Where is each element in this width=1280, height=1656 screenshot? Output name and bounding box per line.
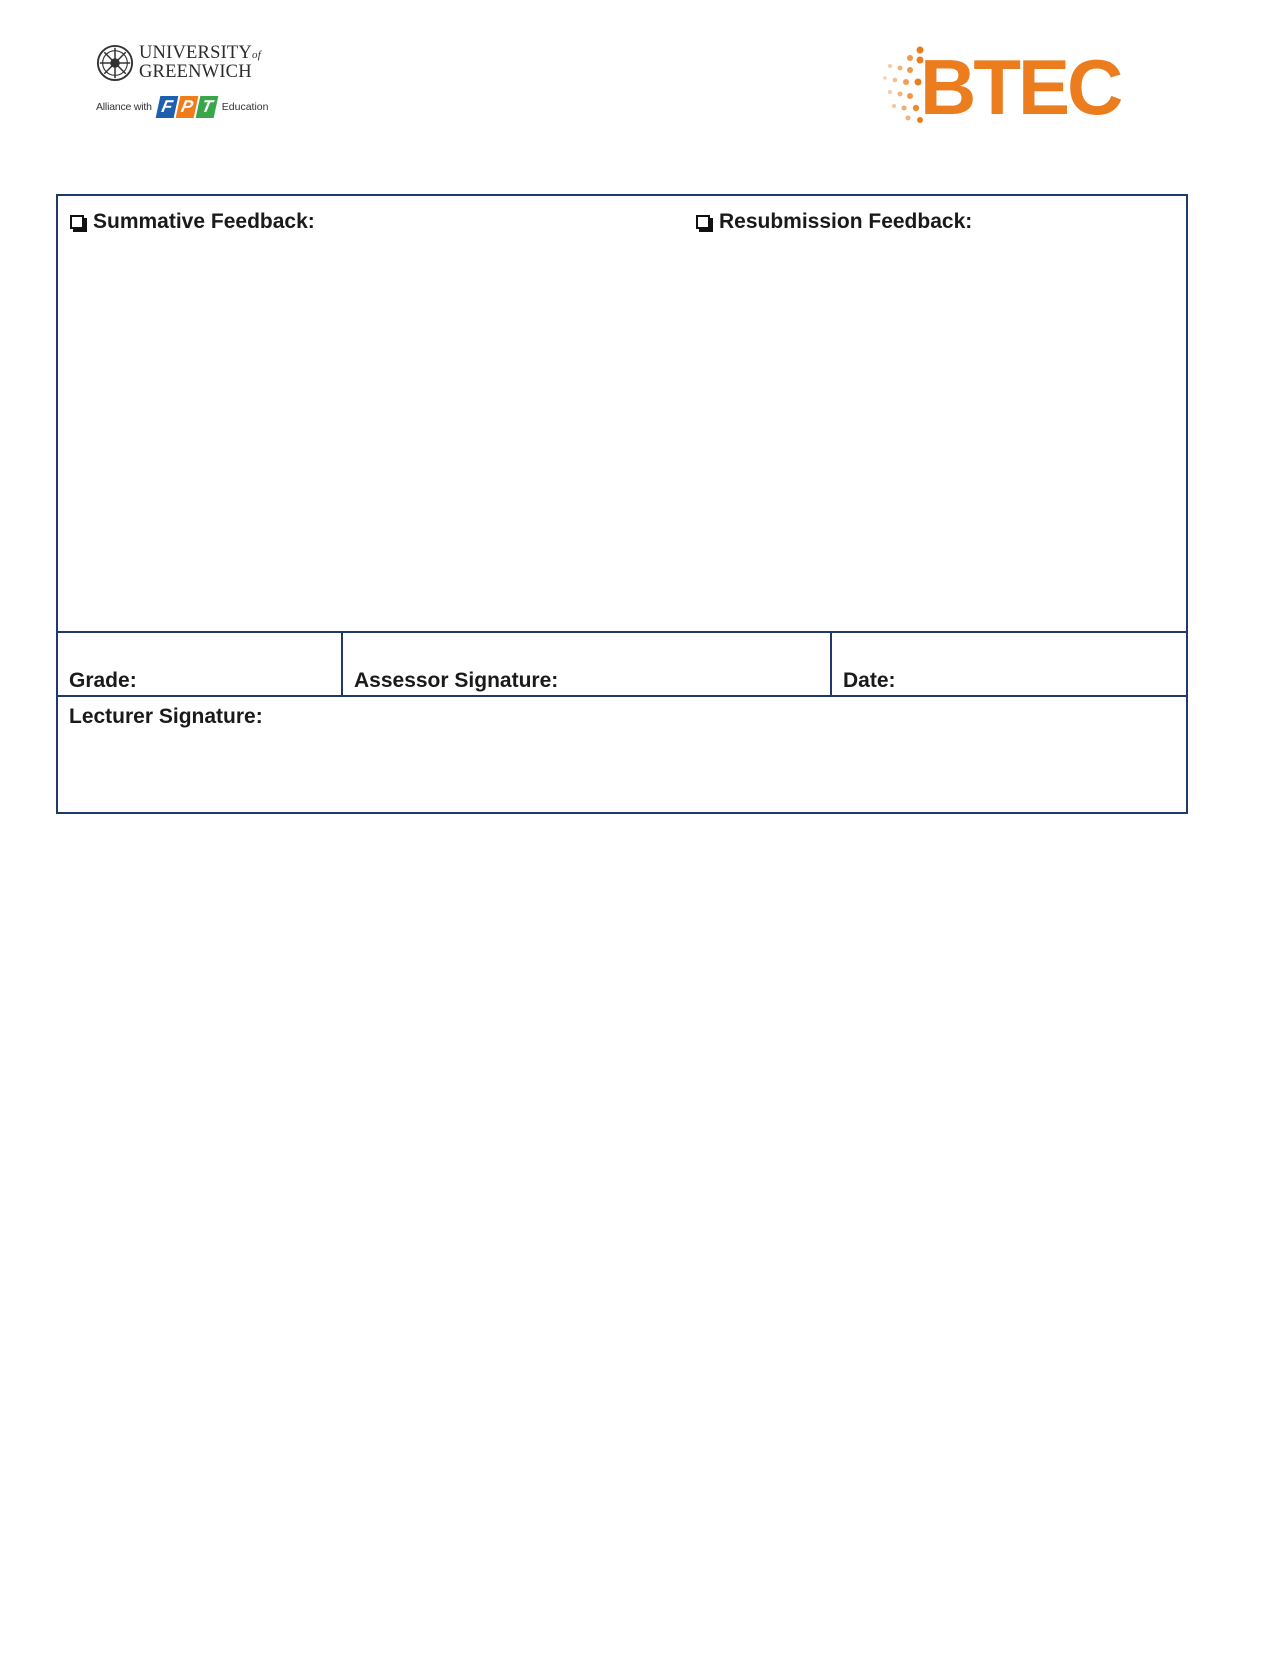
uog-wordmark xyxy=(139,45,261,81)
grade-signature-row xyxy=(58,633,1186,697)
alliance-text: Alliance with xyxy=(96,101,152,113)
assessor-signature-cell[interactable] xyxy=(343,633,832,695)
grade-label: Grade: xyxy=(69,669,137,692)
uog-line2: GREENWICH xyxy=(139,62,252,82)
feedback-form xyxy=(56,194,1188,814)
assessor-signature-label: Assessor Signature: xyxy=(354,669,559,692)
university-of-greenwich-logo xyxy=(96,44,271,136)
alliance-row xyxy=(96,96,271,118)
fpt-letter-f: F xyxy=(155,96,178,118)
fpt-letter-p: P xyxy=(175,96,198,118)
uog-wordmark-row xyxy=(96,44,271,82)
education-text: Education xyxy=(221,101,269,113)
checkbox-icon[interactable] xyxy=(70,215,84,229)
resubmission-feedback-label: Resubmission Feedback: xyxy=(719,210,973,233)
fpt-letter-t: T xyxy=(195,96,218,118)
summative-feedback-option[interactable] xyxy=(70,210,315,234)
date-label: Date: xyxy=(843,669,896,692)
uog-line1: UNIVERSITY xyxy=(139,43,252,63)
lecturer-signature-label: Lecturer Signature: xyxy=(69,705,263,728)
uog-of: of xyxy=(252,49,261,61)
btec-logo xyxy=(880,43,1130,131)
summative-feedback-label: Summative Feedback: xyxy=(93,210,315,233)
greenwich-crest-icon xyxy=(96,44,134,82)
feedback-area[interactable] xyxy=(58,196,1186,633)
resubmission-feedback-option[interactable] xyxy=(696,210,972,234)
grade-cell[interactable] xyxy=(58,633,343,695)
checkbox-icon[interactable] xyxy=(696,215,710,229)
lecturer-signature-cell[interactable] xyxy=(58,697,1186,812)
fpt-logo xyxy=(158,96,218,118)
date-cell[interactable] xyxy=(832,633,1186,695)
btec-wordmark: BTEC xyxy=(920,43,1121,131)
